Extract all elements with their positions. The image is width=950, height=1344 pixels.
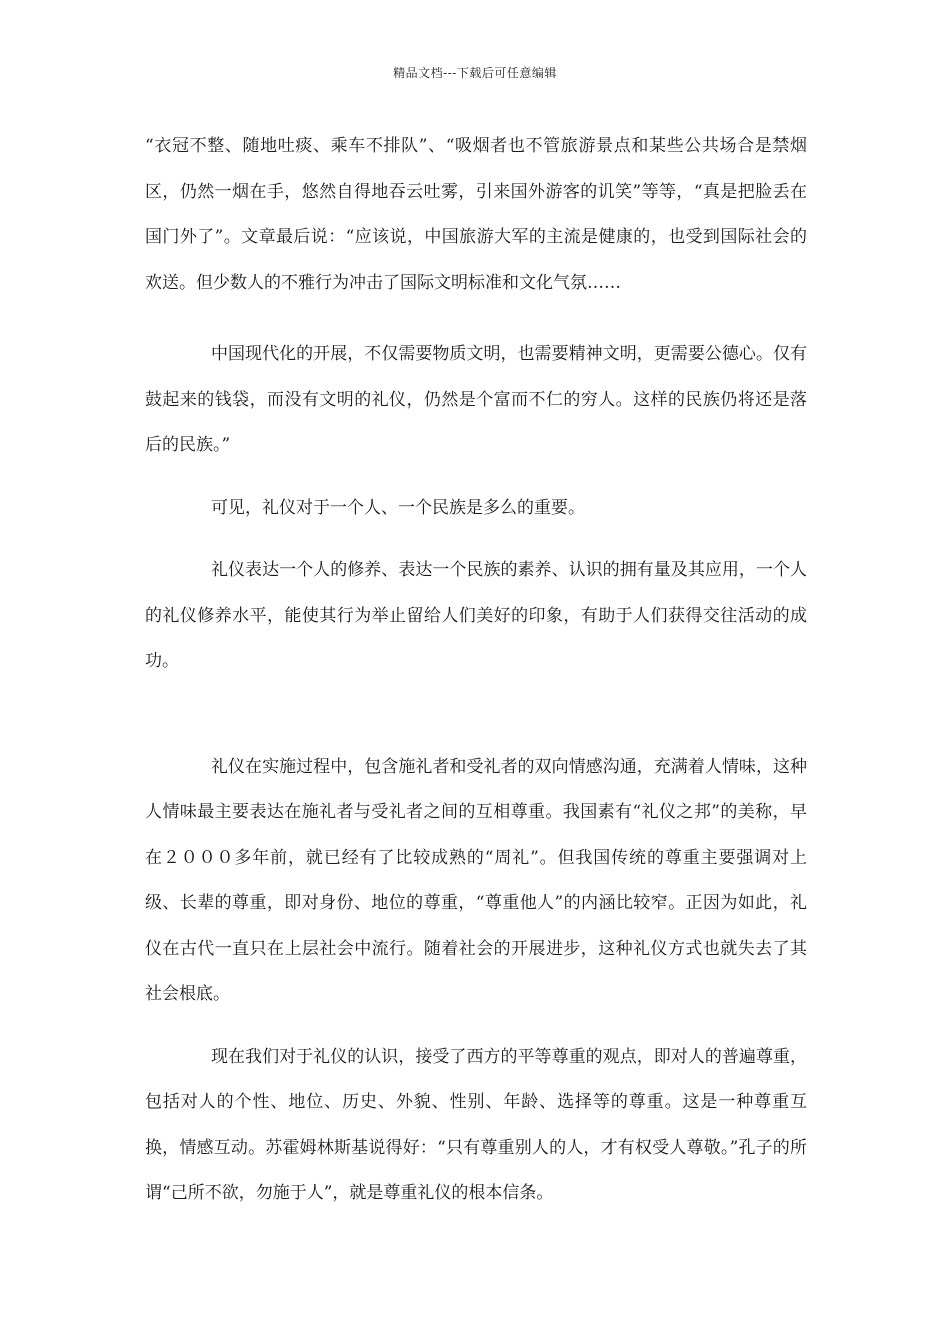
page-header: 精品文档---下载后可任意编辑	[393, 66, 557, 80]
document-body	[145, 124, 807, 1217]
paragraph-1: “衣冠不整、随地吐痰、乘车不排队”、“吸烟者也不管旅游景点和某些公共场合是禁烟区，仍然一烟在手，悠然自得地吞云吐雾，引来国外游客的讥笑”等等，“真是把脸丢在国门外了”。文章最后说：“应该说，中国旅游大军的主流是健康的，也受到国际社会的欢送。但少数人的不雅行为冲击了国际文明标准和文化气氛……	[145, 136, 807, 293]
paragraph-4: 礼仪表达一个人的修养、表达一个民族的素养、认识的拥有量及其应用，一个人的礼仪修养水平，能使其行为举止留给人们美好的印象，有助于人们获得交往活动的成功。	[145, 560, 807, 671]
paragraph-6: 现在我们对于礼仪的认识，接受了西方的平等尊重的观点，即对人的普遍尊重，包括对人的个性、地位、历史、外貌、性别、年龄、选择等的尊重。这是一种尊重互换，情感互动。苏霍姆林斯基说得好：“只有尊重别人的人，才有权受人尊敬。”孔子的所谓“己所不欲，勿施于人”，就是尊重礼仪的根本信条。	[145, 1046, 807, 1203]
paragraph-2: 中国现代化的开展，不仅需要物质文明，也需要精神文明，更需要公德心。仅有鼓起来的钱袋，而没有文明的礼仪，仍然是个富而不仁的穷人。这样的民族仍将还是落后的民族。”	[145, 344, 807, 455]
paragraph-5: 礼仪在实施过程中，包含施礼者和受礼者的双向情感沟通，充满着人情味，这种人情味最主要表达在施礼者与受礼者之间的互相尊重。我国素有“礼仪之邦”的美称，早在２０００多年前，就已经有了比较成熟的“周礼”。但我国传统的尊重主要强调对上级、长辈的尊重，即对身份、地位的尊重，“尊重他人”的内涵比较窄。正因为如此，礼仪在古代一直只在上层社会中流行。随着社会的开展进步，这种礼仪方式也就失去了其社会根底。	[145, 756, 807, 1004]
paragraph-3: 可见，礼仪对于一个人、一个民族是多么的重要。	[211, 497, 585, 518]
